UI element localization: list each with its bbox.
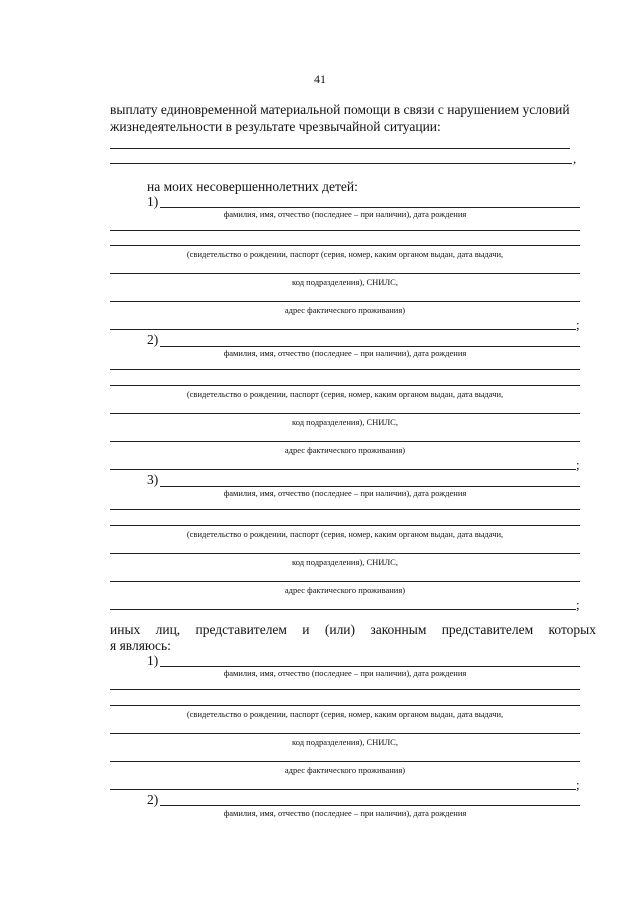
document-field[interactable] — [110, 245, 580, 246]
address-caption: адрес фактического проживания) — [284, 445, 406, 455]
blank-line[interactable] — [110, 148, 570, 149]
code-caption: код подразделения), СНИЛС, — [292, 417, 398, 427]
entry-number: 3) — [147, 472, 159, 487]
intro-line-1: выплату единовременной материальной помощи в связи с нарушением условий — [110, 102, 570, 117]
address-caption: адрес фактического проживания) — [284, 765, 406, 775]
address-caption: адрес фактического проживания) — [284, 585, 406, 595]
blank-line[interactable] — [110, 689, 580, 690]
semicolon-mark: ; — [576, 597, 580, 612]
name-field[interactable] — [160, 346, 580, 347]
blank-line[interactable] — [110, 789, 576, 790]
code-caption: код подразделения), СНИЛС, — [292, 277, 398, 287]
address-caption: адрес фактического проживания) — [284, 305, 406, 315]
document-caption: (свидетельство о рождении, паспорт (серия, номер, каким органом выдан, дата выдачи, — [186, 709, 504, 719]
semicolon-mark: ; — [576, 777, 580, 792]
name-caption: фамилия, имя, отчество (последнее – при наличии), дата рождения — [223, 488, 467, 498]
blank-line[interactable] — [110, 509, 580, 510]
blank-line[interactable] — [110, 609, 576, 610]
others-heading-line-2: я являюсь: — [110, 638, 171, 653]
document-field[interactable] — [110, 705, 580, 706]
name-field[interactable] — [160, 805, 580, 806]
name-field[interactable] — [160, 207, 580, 208]
blank-line[interactable] — [110, 469, 576, 470]
document-caption: (свидетельство о рождении, паспорт (серия, номер, каким органом выдан, дата выдачи, — [186, 249, 504, 259]
document-field[interactable] — [110, 385, 580, 386]
blank-line[interactable] — [110, 329, 576, 330]
intro-line-2: жизнедеятельности в результате чрезвычайной ситуации: — [110, 119, 441, 134]
others-heading-line-1: иных лиц, представителем и (или) законным представителем которых — [110, 622, 596, 637]
name-caption: фамилия, имя, отчество (последнее – при наличии), дата рождения — [223, 808, 467, 818]
document-caption: (свидетельство о рождении, паспорт (серия, номер, каким органом выдан, дата выдачи, — [186, 389, 504, 399]
name-field[interactable] — [160, 666, 580, 667]
document-caption: (свидетельство о рождении, паспорт (серия, номер, каким органом выдан, дата выдачи, — [186, 529, 504, 539]
address-field[interactable] — [110, 301, 580, 302]
entry-number: 1) — [147, 653, 159, 668]
page-number: 41 — [314, 72, 326, 86]
address-field[interactable] — [110, 441, 580, 442]
children-heading: на моих несовершеннолетних детей: — [147, 179, 358, 194]
name-field[interactable] — [160, 486, 580, 487]
code-field[interactable] — [110, 553, 580, 554]
code-field[interactable] — [110, 273, 580, 274]
name-caption: фамилия, имя, отчество (последнее – при наличии), дата рождения — [223, 668, 467, 678]
code-caption: код подразделения), СНИЛС, — [292, 737, 398, 747]
blank-line[interactable] — [110, 163, 572, 164]
name-caption: фамилия, имя, отчество (последнее – при наличии), дата рождения — [223, 348, 467, 358]
comma-mark: , — [573, 151, 577, 166]
blank-line[interactable] — [110, 230, 580, 231]
entry-number: 2) — [147, 332, 159, 347]
code-field[interactable] — [110, 413, 580, 414]
address-field[interactable] — [110, 761, 580, 762]
name-caption: фамилия, имя, отчество (последнее – при наличии), дата рождения — [223, 209, 467, 219]
entry-number: 2) — [147, 792, 159, 807]
address-field[interactable] — [110, 581, 580, 582]
code-field[interactable] — [110, 733, 580, 734]
semicolon-mark: ; — [576, 457, 580, 472]
document-field[interactable] — [110, 525, 580, 526]
semicolon-mark: ; — [576, 317, 580, 332]
blank-line[interactable] — [110, 369, 580, 370]
entry-number: 1) — [147, 194, 159, 209]
code-caption: код подразделения), СНИЛС, — [292, 557, 398, 567]
